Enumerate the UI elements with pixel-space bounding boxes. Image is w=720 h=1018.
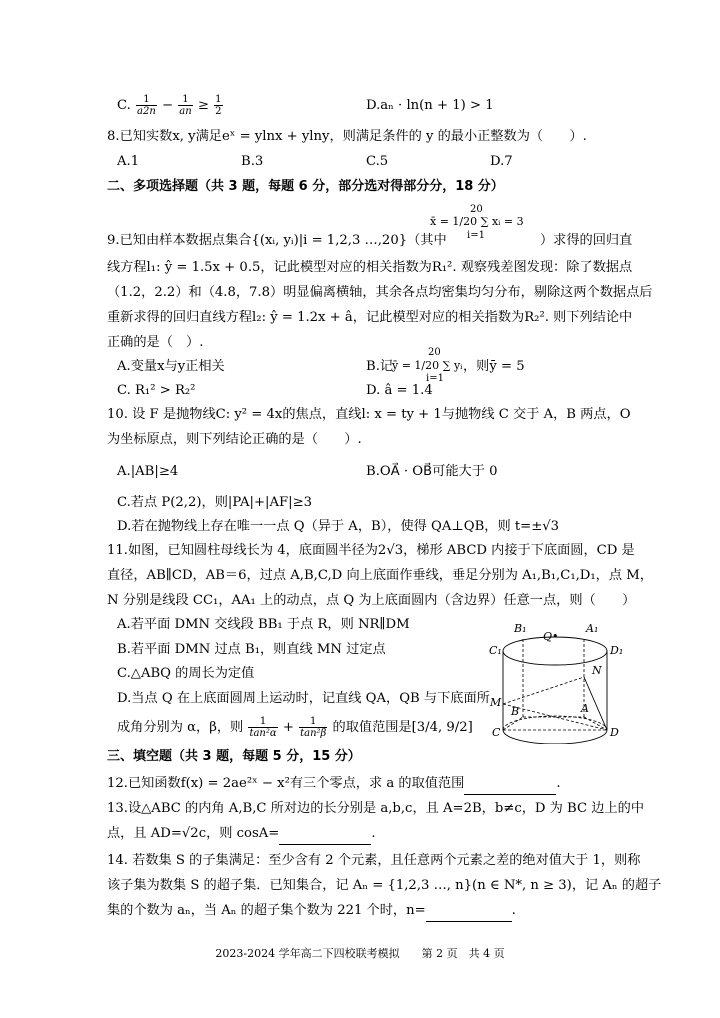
q11-line-1: 11.如图，已知圆柱母线长为 4，底面圆半径为2√3，梯形 ABCD 内接于下底面圆，CD 是: [107, 543, 635, 558]
q11-frac-1: [248, 716, 277, 739]
q10-line-1: 10. 设 F 是抛物线C: y² = 4x的焦点，直线l: x = ty + 1与抛物线 C 交于 A，B 两点，O: [107, 407, 631, 422]
label-c1: C₁: [489, 644, 502, 657]
q14-line-3: [107, 901, 516, 922]
q11-option-b: B.若平面 DMN 过点 B₁，则直线 MN 过定点: [117, 642, 386, 657]
q12-answer-blank[interactable]: [464, 774, 556, 795]
q11-line-3: N 分别是线段 CC₁，AA₁ 上的动点，点 Q 为上底面圆内（含边界）任意一点，则（ ）: [107, 593, 636, 608]
q9-line-1a: 9.已知由样本数据点集合{(xᵢ, yᵢ)|i = 1,2,3 …,20}（其中: [107, 233, 447, 248]
label-d1: D₁: [610, 644, 624, 657]
page-footer: 2023-2024 学年高二下四校联考模拟 第 2 页 共 4 页: [215, 947, 505, 960]
bottom-ellipse-back: [503, 716, 607, 730]
q14-end: .: [511, 903, 516, 918]
q9-line-2: 线方程l₁: ŷ = 1.5x + 0.5，记此模型对应的相关指数为R₁². 观察残差图发现：除了数据点: [107, 260, 633, 275]
line-ad: [584, 717, 607, 730]
label-b: B: [511, 705, 520, 718]
q9-option-b-pre: B.记: [366, 359, 394, 374]
label-n: N: [592, 664, 602, 677]
ge: ≥: [197, 98, 209, 113]
cylinder-figure: [488, 614, 628, 744]
q9-line-4: 重新求得的回归直线方程l₂: ŷ = 1.2x + â，记此模型对应的相关指数为R₂². 则下列结论中: [107, 310, 633, 325]
q12-line: [107, 774, 561, 795]
q14-text: 集的个数为 aₙ，当 Aₙ 的超子集个数为 221 个时，n=: [107, 903, 426, 918]
frac-num: 1: [248, 716, 277, 728]
label-c: C: [492, 726, 501, 739]
q11-d-text-b: 的取值范围是[3/4, 9/2]: [332, 720, 473, 735]
q9-note-expr: x̄ = 1/20 ∑ xᵢ = 3: [430, 215, 524, 228]
frac-num: 1: [299, 716, 327, 728]
q11-option-d-1: D.当点 Q 在上底面圆周上运动时，记直线 QA，QB 与下底面所: [117, 691, 490, 706]
plus: +: [282, 720, 294, 735]
frac-den: tan²α: [249, 728, 277, 739]
q7-frac-2: [178, 94, 192, 117]
line-mn: [503, 677, 584, 704]
q9-option-b-bottom: i=1: [426, 373, 444, 384]
q11-option-a: A.若平面 DMN 交线段 BB₁ 于点 R，则 NR∥DM: [117, 617, 410, 632]
q14-line-1: 14. 若数集 S 的子集满足：至少含有 2 个元素，且任意两个元素之差的绝对值大于 1，则称: [107, 853, 641, 868]
label-d: D: [610, 726, 619, 739]
q13-end: .: [371, 826, 376, 841]
q13-line-1: 13.设△ABC 的内角 A,B,C 所对边的长分别是 a,b,c，且 A=2B，b≠c，D 为 BC 边上的中: [107, 801, 645, 816]
q12-text: 12.已知函数f(x) = 2ae²ˣ − x²有三个零点，求 a 的取值范围: [107, 776, 465, 791]
q8-option-d: D.7: [490, 154, 513, 169]
label-a1: A₁: [586, 622, 599, 635]
frac-den: 2: [215, 106, 222, 117]
q10-option-c: C.若点 P(2,2)，则|PA|+|AF|≥3: [117, 495, 313, 510]
q8-option-a: A.1: [117, 154, 140, 169]
q11-option-c: C.△ABQ 的周长为定值: [117, 666, 255, 681]
q8-stem: 8.已知实数x, y满足eˣ = ylnx + ylny，则满足条件的 y 的最小正整数为（ ）.: [107, 129, 587, 144]
frac-den: a2n: [137, 106, 156, 117]
q9-note-bottom: i=1: [467, 230, 485, 241]
bottom-ellipse-front: [503, 730, 607, 744]
line-cb: [503, 717, 523, 730]
q9-option-b-expr: ȳ = 1/20 ∑ yᵢ: [392, 359, 463, 372]
frac-num: 1: [136, 94, 157, 106]
q11-line-2: 直径，AB∥CD，AB＝6，过点 A,B,C,D 向上底面作垂线，垂足分别为 A₁,B₁,C₁,D₁，点 M，: [107, 568, 653, 583]
q13-line-2: [107, 824, 376, 845]
q7-option-d: D.aₙ · ln(n + 1) > 1: [366, 98, 494, 113]
frac-den: an: [179, 106, 192, 117]
q11-option-d-2: [117, 716, 473, 739]
q10-option-b: B.OA⃗ · OB⃗可能大于 0: [366, 464, 498, 479]
q13-text: 点，且 AD=√2c，则 cosA=: [107, 826, 280, 841]
q9-line-5: 正确的是（ ）.: [107, 335, 204, 350]
label-q: Q•: [543, 630, 559, 643]
q10-option-a: A.|AB|≥4: [117, 464, 179, 479]
q9-line-3: （1.2，2.2）和（4.8，7.8）明显偏离横轴，其余各点均密集均匀分布，剔除这两个数据点后: [107, 285, 653, 300]
label-a: A: [581, 702, 589, 715]
label-b1: B₁: [514, 622, 527, 635]
q7-frac-1: [136, 94, 157, 117]
q9-option-a: A.变量x与y正相关: [117, 359, 225, 374]
q7-option-c: [117, 94, 224, 117]
q13-answer-blank[interactable]: [279, 824, 371, 845]
q14-line-2: 该子集为数集 S 的超子集．已知集合，记 Aₙ = {1,2,3 …, n}(n ∈ N*, n ≥ 3)，记 Aₙ 的超子: [107, 878, 662, 893]
q7-option-c-label: C.: [117, 98, 131, 113]
frac-num: 1: [178, 94, 192, 106]
q10-option-d: D.若在抛物线上存在唯一一点 Q（异于 A，B），使得 QA⊥QB，则 t=±√3: [117, 519, 560, 534]
section-2-title: 二、多项选择题（共 3 题，每题 6 分，部分选对得部分分，18 分）: [107, 179, 504, 194]
q14-answer-blank[interactable]: [426, 901, 512, 922]
q9-line-1b: ）求得的回归直: [540, 233, 633, 248]
q9-option-b-top: 20: [428, 347, 441, 358]
q9-option-c: C. R₁² > R₂²: [117, 383, 196, 398]
section-3-title: 三、填空题（共 3 题，每题 5 分，15 分）: [107, 749, 361, 764]
minus: −: [161, 98, 174, 113]
q7-frac-3: [214, 94, 222, 117]
q12-end: .: [556, 776, 561, 791]
q9-option-b-post: ，则ȳ = 5: [463, 359, 525, 374]
q9-note-top: 20: [470, 204, 483, 215]
q8-option-c: C.5: [366, 154, 389, 169]
q8-option-b: B.3: [241, 154, 264, 169]
frac-num: 1: [215, 94, 222, 105]
q11-frac-2: [299, 716, 327, 739]
frac-den: tan²β: [300, 728, 327, 739]
label-m: M: [490, 696, 502, 709]
q10-line-2: 为坐标原点，则下列结论正确的是（ ）.: [107, 432, 362, 447]
q11-d-text-a: 成角分别为 α，β，则: [117, 720, 244, 735]
q9-option-d: D. â = 1.4: [366, 383, 433, 398]
